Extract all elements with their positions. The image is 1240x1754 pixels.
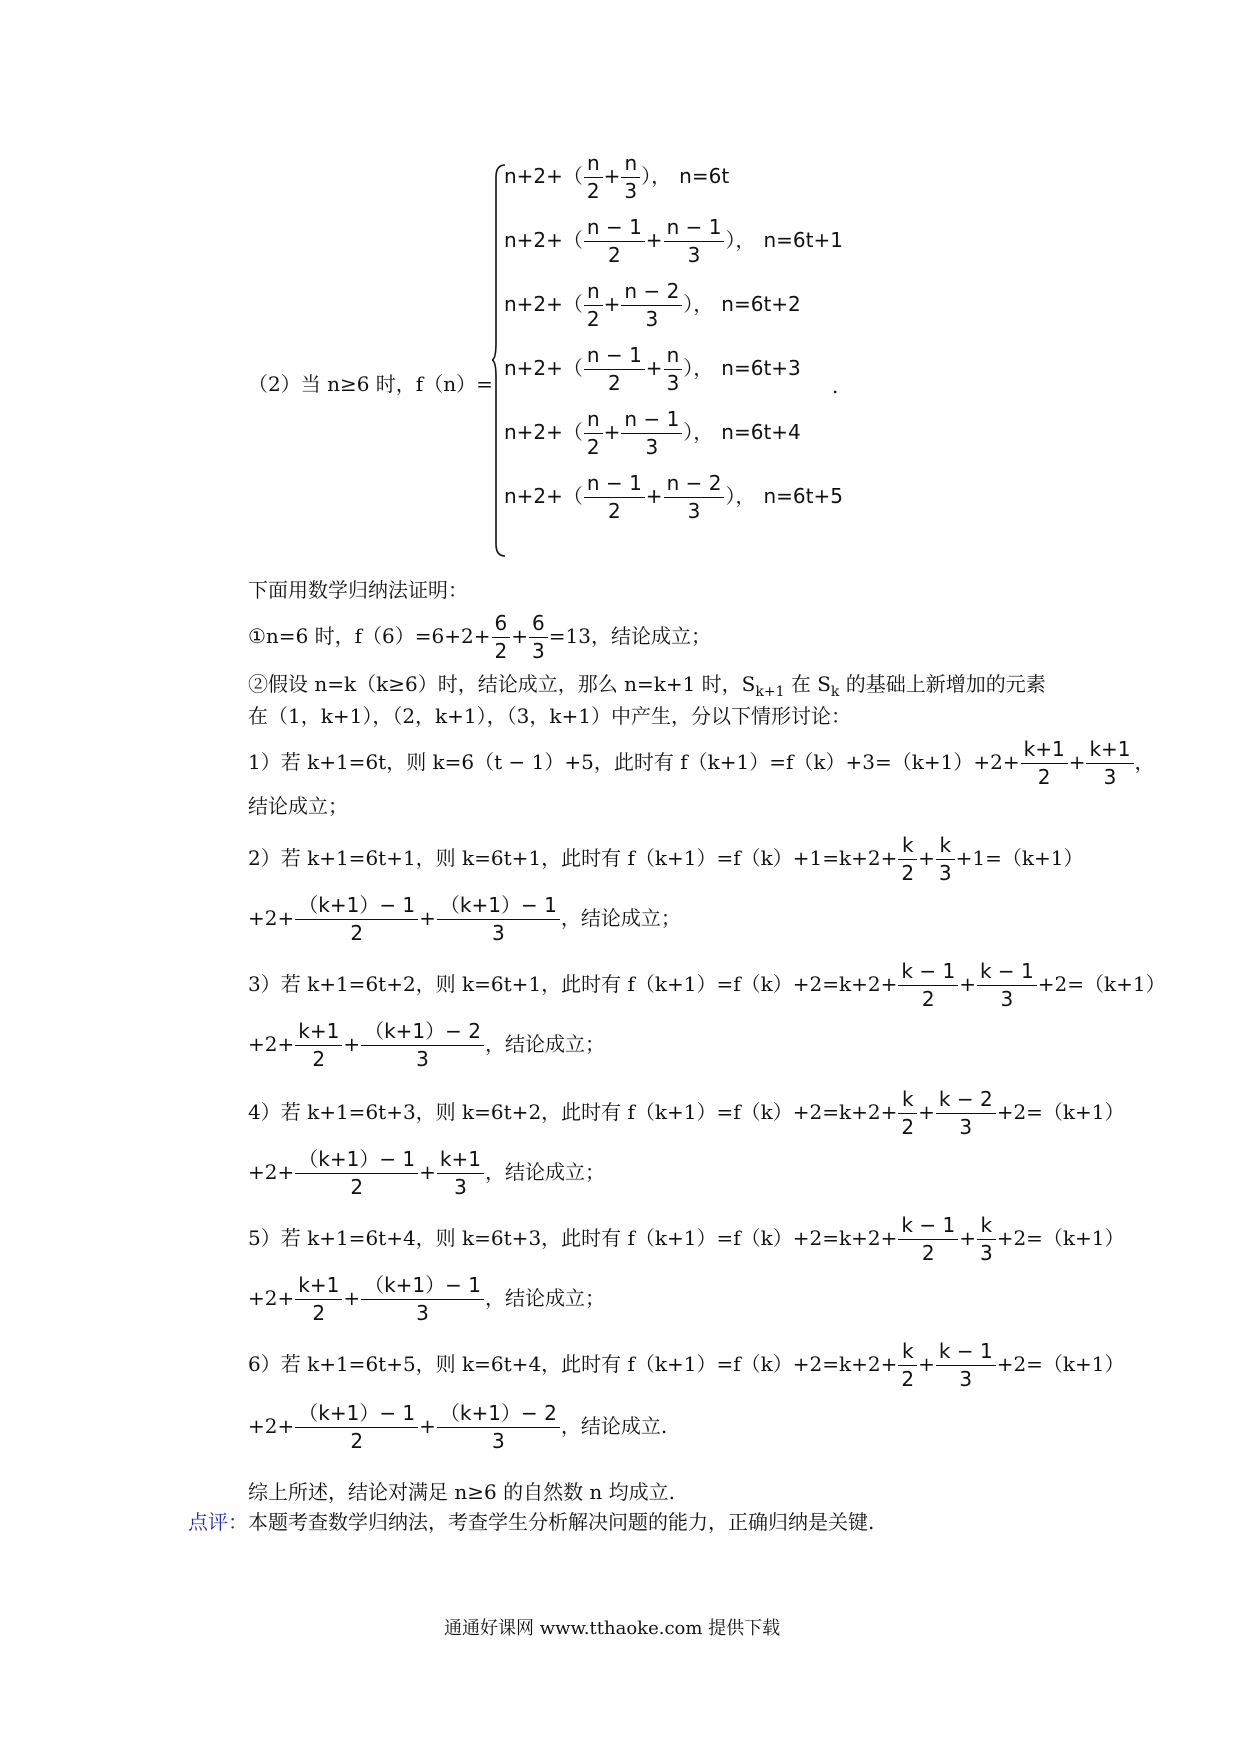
case-text: 3）若 k+1=6t+2，则 k=6t+1，此时有 f（k+1）=f（k）+2=k+2+ <box>248 972 898 996</box>
step1-fraction-1 <box>492 612 511 663</box>
fraction-denominator: 2 <box>584 177 603 203</box>
case-line-1 <box>248 1214 1125 1265</box>
step1-fraction-2 <box>529 612 548 663</box>
fraction-denominator: 3 <box>1086 763 1133 789</box>
case-text-end: ， <box>1134 750 1155 774</box>
case-fraction-third <box>664 216 725 267</box>
fraction-numerator: n − 1 <box>586 343 642 367</box>
fraction-denominator: 2 <box>898 1365 917 1391</box>
case-condition: n=6t+4 <box>721 420 801 444</box>
case-text: 6）若 k+1=6t+5，则 k=6t+4，此时有 f（k+1）=f（k）+2=k+2+ <box>248 1352 898 1376</box>
fraction-numerator: k − 1 <box>979 959 1034 983</box>
subscript-k: k <box>830 684 840 700</box>
step1-line <box>248 612 711 663</box>
case-fraction-half <box>584 152 603 203</box>
fraction-denominator: 3 <box>664 241 725 267</box>
proof-intro: 下面用数学归纳法证明： <box>248 578 468 602</box>
case-fraction-3 <box>295 894 418 945</box>
fraction-denominator: 3 <box>977 1239 996 1265</box>
fraction-denominator: 3 <box>936 859 955 885</box>
piecewise-case-row <box>504 280 801 331</box>
case-line-1 <box>248 960 1166 1011</box>
case-line-2 <box>248 1148 605 1199</box>
case-fraction-4 <box>437 1402 560 1453</box>
plus-sign: + <box>511 624 528 648</box>
fraction-numerator: k <box>901 1087 914 1111</box>
step2-text-b: 在 S <box>784 672 831 696</box>
fraction-denominator: 2 <box>295 1299 342 1325</box>
fraction-denominator: 2 <box>584 433 603 459</box>
fraction-numerator: （k+1）− 2 <box>364 1019 481 1043</box>
fraction-denominator: 3 <box>437 1173 484 1199</box>
fraction-numerator: k+1 <box>1089 737 1131 761</box>
case-text-end: +1=（k+1） <box>955 846 1084 870</box>
case-text: 2）若 k+1=6t+1，则 k=6t+1，此时有 f（k+1）=f（k）+1=k+2+ <box>248 846 898 870</box>
fraction-denominator: 3 <box>977 985 1037 1011</box>
plus-sign: + <box>918 846 935 870</box>
fraction-numerator: k+1 <box>439 1147 481 1171</box>
piecewise-case-row <box>504 408 801 459</box>
fraction-numerator: （k+1）− 1 <box>298 1147 416 1171</box>
piecewise-case-row <box>504 472 843 523</box>
case-lead: n+2+（ <box>504 164 583 188</box>
case-fraction-1 <box>898 1214 958 1265</box>
case-line-1 <box>248 834 1083 885</box>
fraction-numerator: 6 <box>532 611 545 635</box>
case-lead: n+2+（ <box>504 292 583 316</box>
piecewise-prefix: （2）当 n≥6 时，f（n）= <box>248 372 493 396</box>
case-line-1 <box>248 738 1155 789</box>
plus-sign: + <box>645 228 663 252</box>
case-lead: +2+ <box>248 906 295 930</box>
case-lead: n+2+（ <box>504 356 583 380</box>
comment-line <box>188 1512 874 1532</box>
case-fraction-2 <box>977 960 1037 1011</box>
plus-sign: + <box>343 1286 361 1310</box>
case-fraction-1 <box>898 1088 917 1139</box>
case-fraction-2 <box>936 1340 996 1391</box>
case-text-end: +2=（k+1） <box>996 1100 1125 1124</box>
case-fraction-1 <box>898 960 958 1011</box>
case-lead: n+2+（ <box>504 484 583 508</box>
fraction-denominator: 2 <box>898 985 958 1011</box>
case-text-end: ，结论成立； <box>485 1286 605 1310</box>
fraction-numerator: n − 2 <box>624 279 680 303</box>
fraction-numerator: n <box>586 407 600 431</box>
case-fraction-third <box>621 408 682 459</box>
plus-sign: + <box>419 1160 436 1184</box>
case-condition: n=6t+1 <box>763 228 843 252</box>
case-text-end: ，结论成立； <box>485 1160 605 1184</box>
case-line-2 <box>248 1274 605 1325</box>
fraction-numerator: （k+1）− 2 <box>439 1401 557 1425</box>
fraction-denominator: 3 <box>621 305 682 331</box>
fraction-numerator: n − 2 <box>666 471 722 495</box>
fraction-denominator: 2 <box>584 497 645 523</box>
fraction-numerator: （k+1）− 1 <box>298 1401 416 1425</box>
fraction-denominator: 3 <box>664 369 683 395</box>
fraction-numerator: k − 2 <box>938 1087 993 1111</box>
case-condition: n=6t+3 <box>721 356 801 380</box>
fraction-numerator: n − 1 <box>666 215 722 239</box>
case-fraction-3 <box>295 1148 418 1199</box>
case-fraction-third <box>664 344 683 395</box>
case-line-1 <box>248 1340 1125 1391</box>
case-close: ）， <box>683 420 714 444</box>
case-text-end: +2=（k+1） <box>996 1226 1125 1250</box>
fraction-numerator: n − 1 <box>624 407 680 431</box>
case-text-end: ，结论成立； <box>485 1032 605 1056</box>
fraction-denominator: 3 <box>437 1427 560 1453</box>
fraction-denominator: 2 <box>584 305 603 331</box>
case-fraction-4 <box>361 1020 484 1071</box>
step1-text-b: =13，结论成立； <box>548 624 711 648</box>
plus-sign: + <box>603 292 621 316</box>
case-fraction-third <box>621 152 640 203</box>
fraction-numerator: n <box>666 343 680 367</box>
case-fraction-half <box>584 472 645 523</box>
fraction-denominator: 2 <box>295 1173 418 1199</box>
case-lead: n+2+（ <box>504 228 583 252</box>
piecewise-case-row <box>504 344 801 395</box>
case-fraction-half <box>584 408 603 459</box>
fraction-denominator: 3 <box>936 1365 996 1391</box>
case-line-2: 结论成立； <box>248 794 348 818</box>
fraction-numerator: k − 1 <box>901 1213 956 1237</box>
case-fraction-3 <box>295 1020 342 1071</box>
case-fraction-2 <box>936 834 955 885</box>
case-text: 5）若 k+1=6t+4，则 k=6t+3，此时有 f（k+1）=f（k）+2=k+2+ <box>248 1226 898 1250</box>
case-lead: +2+ <box>248 1414 295 1438</box>
case-line-1 <box>248 1088 1125 1139</box>
plus-sign: + <box>918 1352 935 1376</box>
fraction-denominator: 2 <box>584 369 645 395</box>
fraction-numerator: k+1 <box>1023 737 1065 761</box>
case-fraction-half <box>584 344 645 395</box>
case-condition: n=6t+5 <box>763 484 843 508</box>
fraction-denominator: 2 <box>295 919 418 945</box>
plus-sign: + <box>603 164 621 188</box>
fraction-denominator: 3 <box>437 919 560 945</box>
plus-sign: + <box>959 972 976 996</box>
case-close: ）， <box>725 484 756 508</box>
case-fraction-3 <box>295 1274 342 1325</box>
case-lead: +2+ <box>248 1286 295 1310</box>
fraction-numerator: k+1 <box>298 1273 340 1297</box>
case-condition: n=6t <box>679 164 730 188</box>
case-close: ）， <box>683 356 714 380</box>
plus-sign: + <box>343 1032 361 1056</box>
step1-text-a: ①n=6 时，f（6）=6+2+ <box>248 624 491 648</box>
fraction-denominator: 3 <box>529 637 548 663</box>
fraction-denominator: 3 <box>621 433 682 459</box>
fraction-denominator: 2 <box>584 241 645 267</box>
fraction-denominator: 2 <box>492 637 511 663</box>
plus-sign: + <box>419 1414 436 1438</box>
case-fraction-4 <box>361 1274 484 1325</box>
step2-line2: 在（1，k+1），（2，k+1），（3，k+1）中产生，分以下情形讨论： <box>248 704 851 728</box>
fraction-denominator: 3 <box>621 177 640 203</box>
fraction-numerator: （k+1）− 1 <box>364 1273 481 1297</box>
case-lead: +2+ <box>248 1032 295 1056</box>
subscript-k-plus-1: k+1 <box>755 684 785 700</box>
fraction-numerator: n <box>624 151 638 175</box>
case-fraction-half <box>584 280 603 331</box>
plus-sign: + <box>1068 750 1086 774</box>
case-text-end: ，结论成立； <box>560 906 681 930</box>
fraction-numerator: 6 <box>494 611 508 635</box>
case-condition: n=6t+2 <box>721 292 801 316</box>
footer-credit: 通通好课网 www.tthaoke.com 提供下载 <box>444 1618 781 1639</box>
case-lead: n+2+（ <box>504 420 583 444</box>
case-fraction-3 <box>295 1402 418 1453</box>
fraction-numerator: n <box>586 151 600 175</box>
fraction-numerator: k+1 <box>298 1019 340 1043</box>
case-fraction-1 <box>898 1340 917 1391</box>
fraction-denominator: 2 <box>898 859 917 885</box>
case-fraction-1 <box>1021 738 1068 789</box>
fraction-denominator: 2 <box>1021 763 1068 789</box>
plus-sign: + <box>603 420 621 444</box>
case-fraction-1 <box>898 834 917 885</box>
plus-sign: + <box>645 484 663 508</box>
fraction-denominator: 2 <box>898 1113 917 1139</box>
piecewise-trailing-dot: . <box>832 374 839 398</box>
case-fraction-2 <box>936 1088 996 1139</box>
fraction-numerator: n − 1 <box>586 471 642 495</box>
fraction-numerator: n − 1 <box>586 215 642 239</box>
piecewise-case-row <box>504 216 843 267</box>
case-text: 4）若 k+1=6t+3，则 k=6t+2，此时有 f（k+1）=f（k）+2=k+2+ <box>248 1100 898 1124</box>
case-fraction-2 <box>1086 738 1133 789</box>
fraction-denominator: 3 <box>361 1045 484 1071</box>
case-fraction-2 <box>977 1214 996 1265</box>
fraction-numerator: k <box>901 1339 914 1363</box>
fraction-numerator: k − 1 <box>938 1339 993 1363</box>
case-fraction-third <box>664 472 725 523</box>
case-close: ）， <box>641 164 672 188</box>
fraction-denominator: 3 <box>936 1113 996 1139</box>
fraction-numerator: k <box>980 1213 993 1237</box>
case-text-end: +2=（k+1） <box>1037 972 1166 996</box>
case-text-end: ，结论成立. <box>560 1414 668 1438</box>
fraction-numerator: k − 1 <box>901 959 956 983</box>
fraction-numerator: k <box>939 833 952 857</box>
case-close: ）， <box>683 292 714 316</box>
comment-label: 点评： <box>188 1510 248 1534</box>
conclusion: 综上所述，结论对满足 n≥6 的自然数 n 均成立. <box>248 1480 676 1504</box>
fraction-denominator: 3 <box>664 497 725 523</box>
case-close: ）， <box>725 228 756 252</box>
case-fraction-half <box>584 216 645 267</box>
fraction-numerator: k <box>901 833 914 857</box>
fraction-denominator: 2 <box>295 1427 418 1453</box>
case-fraction-third <box>621 280 682 331</box>
case-text-end: +2=（k+1） <box>996 1352 1125 1376</box>
fraction-numerator: （k+1）− 1 <box>298 893 416 917</box>
plus-sign: + <box>918 1100 935 1124</box>
comment-text: 本题考查数学归纳法，考查学生分析解决问题的能力，正确归纳是关键. <box>248 1510 875 1534</box>
piecewise-case-row <box>504 152 729 203</box>
case-line-2 <box>248 1402 667 1453</box>
fraction-denominator: 2 <box>295 1045 342 1071</box>
case-lead: +2+ <box>248 1160 295 1184</box>
plus-sign: + <box>419 906 436 930</box>
case-fraction-4 <box>437 1148 484 1199</box>
fraction-numerator: n <box>586 279 600 303</box>
plus-sign: + <box>645 356 663 380</box>
case-line-2 <box>248 1020 605 1071</box>
case-line-2 <box>248 894 681 945</box>
fraction-numerator: （k+1）− 1 <box>439 893 557 917</box>
step2-line1 <box>248 674 1046 699</box>
step2-text-c: 的基础上新增加的元素 <box>839 672 1046 696</box>
fraction-denominator: 2 <box>898 1239 958 1265</box>
plus-sign: + <box>959 1226 976 1250</box>
case-text: 1）若 k+1=6t，则 k=6（t − 1）+5，此时有 f（k+1）=f（k）+3=（k+1）+2+ <box>248 750 1020 774</box>
case-fraction-4 <box>437 894 560 945</box>
fraction-denominator: 3 <box>361 1299 484 1325</box>
step2-text-a: ②假设 n=k（k≥6）时，结论成立，那么 n=k+1 时，S <box>248 672 756 696</box>
